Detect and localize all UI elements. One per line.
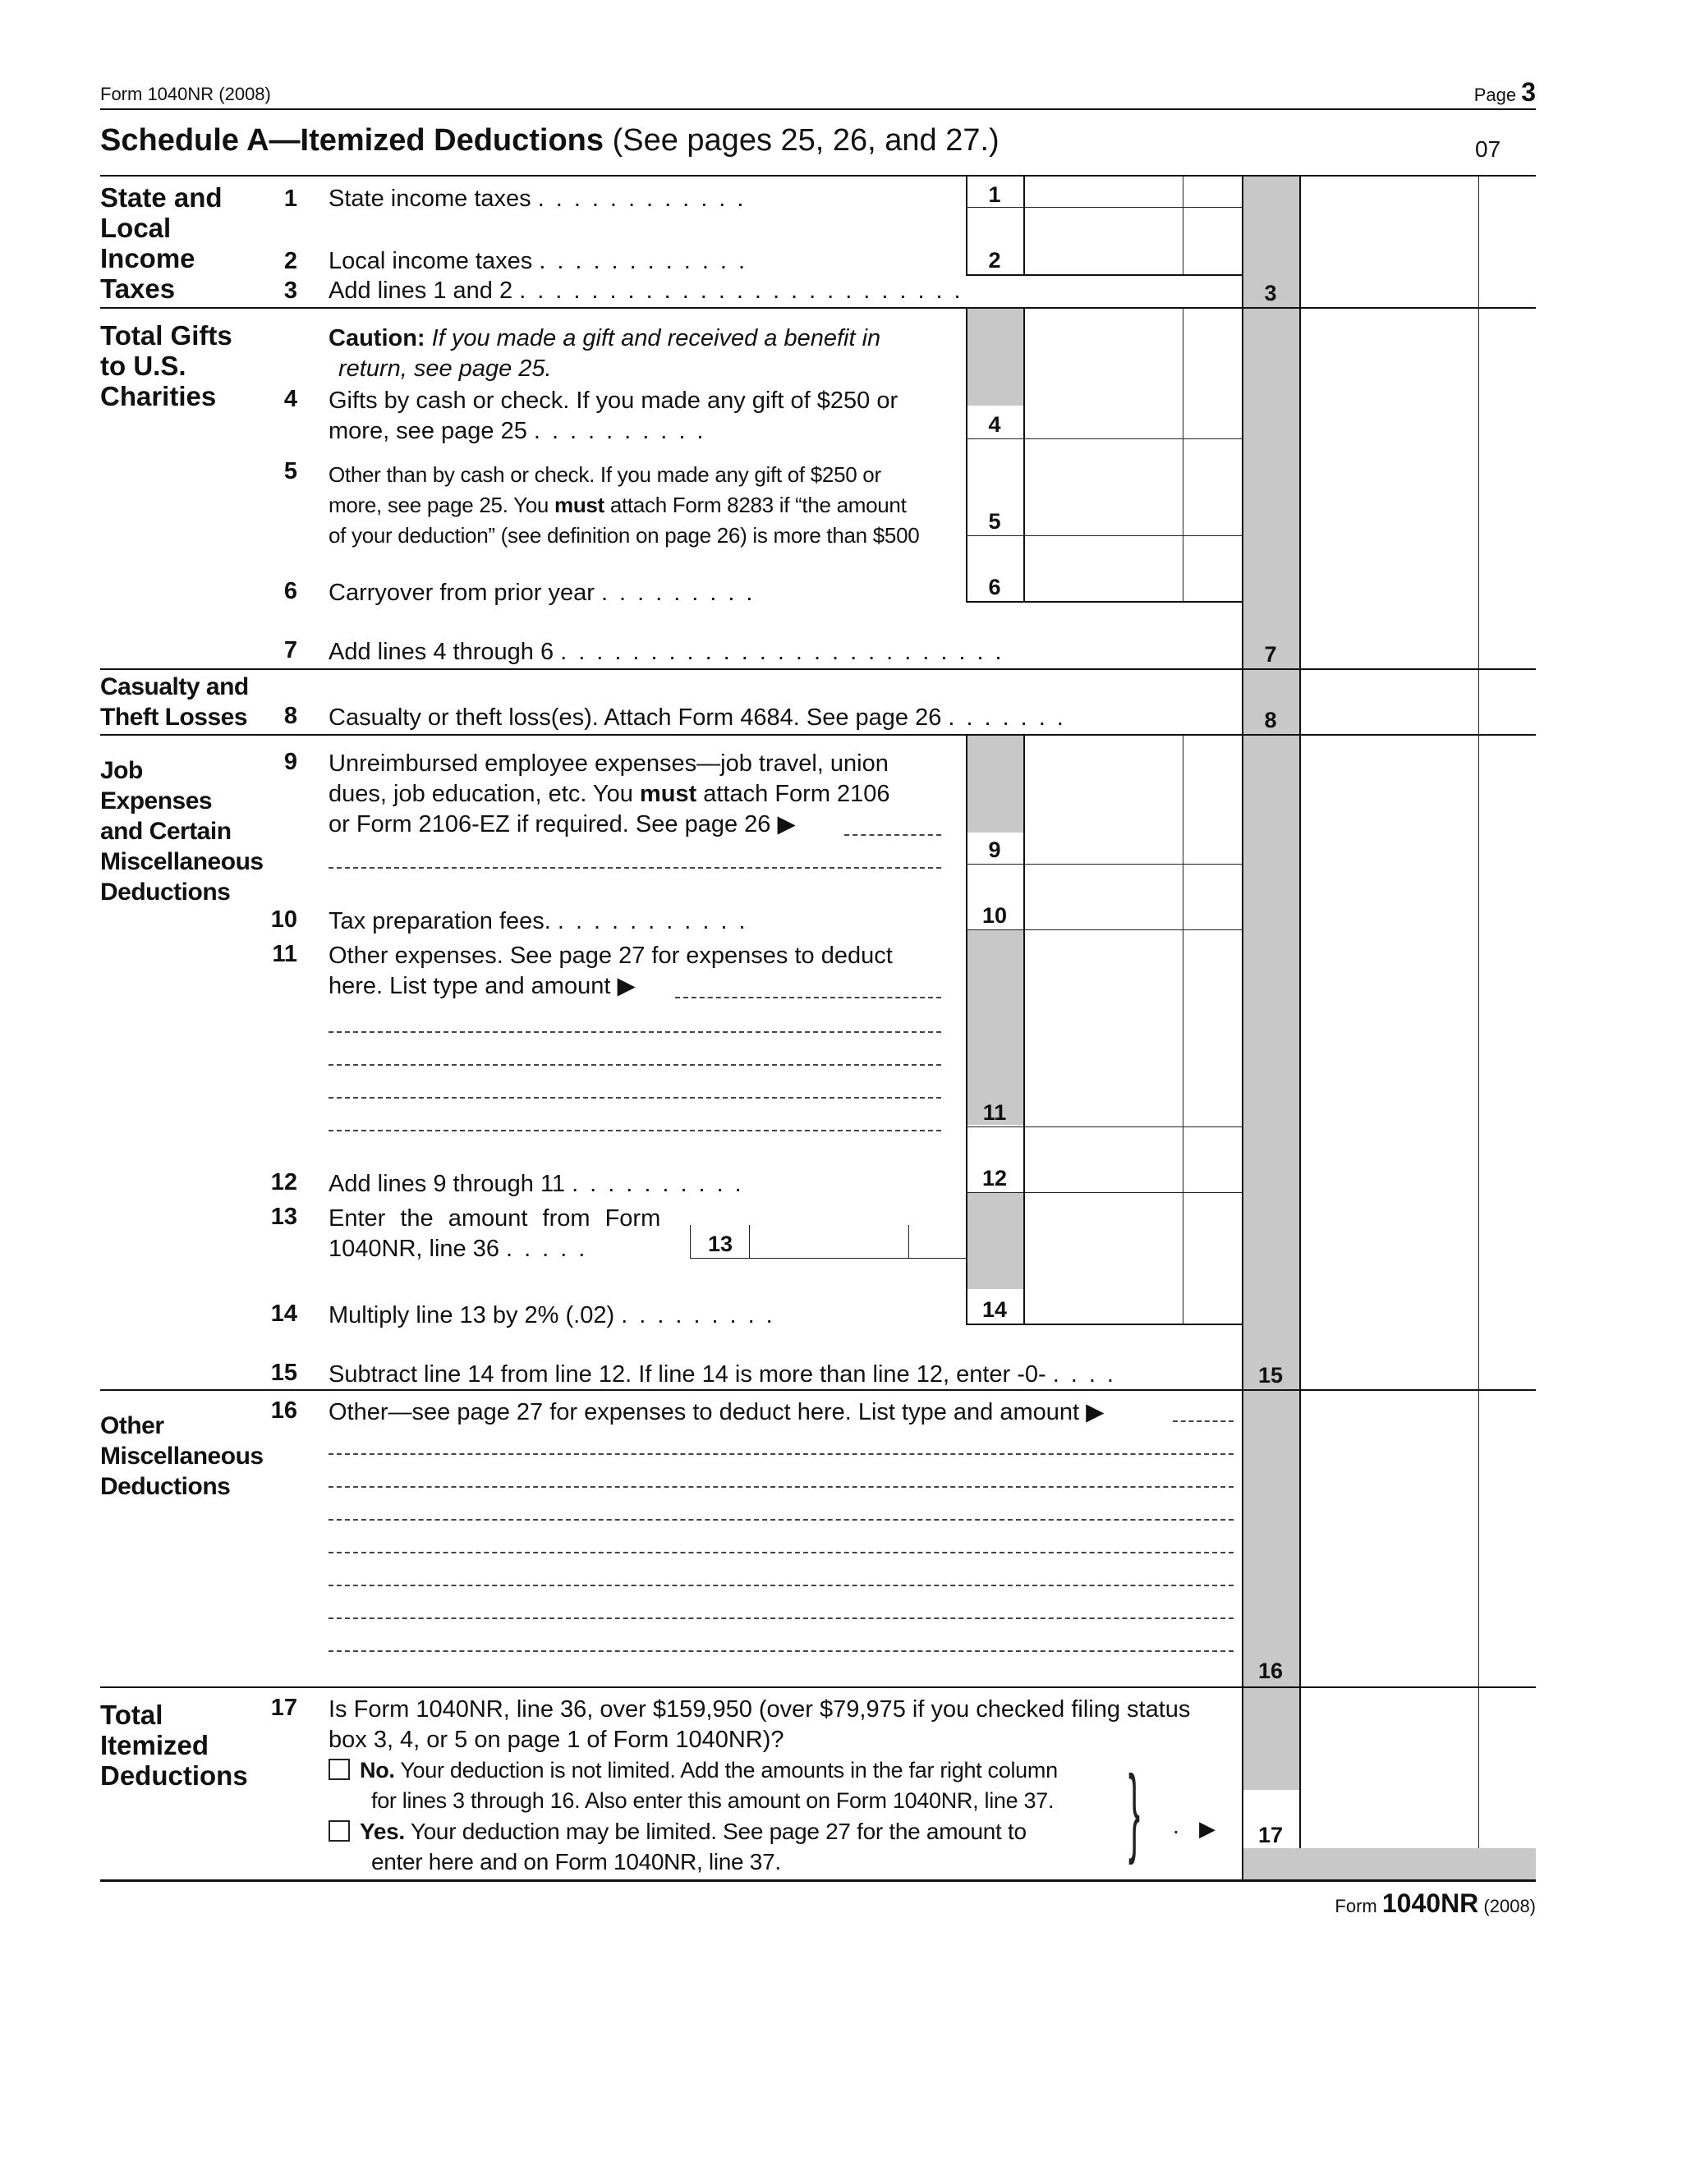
line-4-text: [329, 386, 898, 447]
hline-box2: [966, 274, 1242, 276]
section-total-l2: Itemized: [100, 1730, 209, 1760]
section-rule-6: [100, 1686, 1536, 1688]
box-label-8: 8: [1264, 708, 1277, 732]
section-state-local-l1: State and: [100, 182, 223, 213]
box-label-7: 7: [1264, 642, 1277, 667]
section-gifts-l3: Charities: [100, 381, 217, 411]
yes-label: Yes.: [360, 1819, 405, 1844]
line-num-10: 10: [270, 906, 297, 933]
section-gifts-l1: Total Gifts: [100, 320, 232, 351]
no-checkbox[interactable]: [329, 1759, 350, 1780]
line-8-label: Casualty or theft loss(es). Attach Form 4684. See page 26: [329, 704, 942, 731]
line-9-label-2b: must: [639, 781, 697, 807]
line-16-label: Other—see page 27 for expenses to deduct here. List type and amount ▶: [329, 1399, 1105, 1425]
line-17-no-option: [329, 1755, 1058, 1816]
gray-bottom-band: [1242, 1848, 1536, 1879]
section-rule-1: [100, 175, 1536, 177]
leader-dot: .: [1173, 1813, 1179, 1838]
box-label-5: 5: [988, 509, 1001, 534]
caution-italic-1: If you made a gift and received a benefit in: [431, 325, 881, 351]
title-sub: (See pages 25, 26, and 27.): [612, 123, 1000, 158]
title-main: Schedule A—Itemized Deductions: [100, 123, 604, 158]
footer-form-name: 1040NR: [1381, 1888, 1479, 1918]
dot-leader-1: ............: [537, 186, 756, 212]
section-gifts-l2: to U.S.: [100, 351, 186, 381]
line-3-label: Add lines 1 and 2: [329, 278, 513, 304]
dot-leader-15: ....: [1052, 1361, 1125, 1388]
fill-line-16f[interactable]: [329, 1585, 1234, 1586]
line-num-8: 8: [283, 703, 297, 729]
vline-inner-b2: [1023, 309, 1025, 601]
dot-leader-4: ..........: [533, 418, 715, 444]
line-num-14: 14: [270, 1301, 297, 1327]
fill-line-16h[interactable]: [329, 1650, 1234, 1652]
line-5-label-2c: attach Form 8283 if “the amount: [604, 493, 907, 517]
dot-leader-3: .........................: [519, 278, 972, 304]
no-text-1: Your deduction is not limited. Add the amounts in the far right column: [400, 1758, 1058, 1783]
dot-leader-2: ............: [539, 248, 756, 274]
form-header-left: Form 1040NR (2008): [100, 84, 271, 104]
fill-line-16c[interactable]: [329, 1486, 1234, 1488]
section-total-l3: Deductions: [100, 1760, 248, 1791]
hline-box5: [966, 535, 1242, 536]
caution-text: [329, 323, 880, 384]
fill-line-11c[interactable]: [329, 1064, 941, 1066]
caution-bold: Caution:: [329, 325, 425, 351]
section-state-local-l2: Local: [100, 213, 172, 243]
line-4-label-2: more, see page 25: [329, 418, 527, 444]
line-17-text: [329, 1695, 1190, 1755]
box13-bottom[interactable]: [690, 1258, 966, 1259]
fill-line-11a[interactable]: [675, 997, 941, 998]
line-9-label-1: Unreimbursed employee expenses—job travel, union: [329, 750, 889, 777]
hline-box4: [966, 438, 1242, 439]
page-number: [1474, 77, 1536, 108]
section-other-l2: Miscellaneous: [100, 1443, 264, 1470]
line-num-15: 15: [270, 1360, 297, 1386]
line-6-label: Carryover from prior year: [329, 580, 595, 606]
line-5-label-1: Other than by cash or check. If you made any gift of $250 or: [329, 462, 881, 487]
line-6-text: [329, 578, 764, 608]
footer-form-word: Form: [1335, 1896, 1377, 1916]
section-other-l3: Deductions: [100, 1473, 231, 1500]
hline-box14: [966, 1324, 1242, 1325]
line-num-2: 2: [283, 248, 297, 274]
form-footer: [1335, 1888, 1536, 1919]
line-2-label: Local income taxes: [329, 248, 533, 274]
vline-outer-gray: [1299, 176, 1301, 1848]
line-5-label-3: of your deduction” (see definition on page 26) is more than $500: [329, 523, 920, 548]
vline-inner-a3: [966, 736, 967, 1324]
line-num-17: 17: [270, 1695, 297, 1721]
fill-line-16e[interactable]: [329, 1552, 1234, 1553]
box-label-1: 1: [988, 182, 1001, 207]
box13-mid: [749, 1225, 750, 1258]
vline-inner-b: [1023, 176, 1025, 274]
section-rule-4: [100, 734, 1536, 736]
line-1-text: [329, 184, 755, 214]
section-casualty-l1: Casualty and: [100, 673, 249, 700]
line-5-label-2a: more, see page 25. You: [329, 493, 554, 517]
gray-col-upper: [1242, 176, 1299, 1790]
box-label-4: 4: [988, 412, 1001, 437]
line-8-text: [329, 703, 1075, 733]
line-5-label-2b: must: [554, 493, 604, 517]
line-num-1: 1: [283, 186, 297, 212]
line-13-label-2: 1040NR, line 36: [329, 1236, 499, 1262]
page-title: [100, 123, 1000, 158]
hline-box12: [966, 1192, 1242, 1193]
line-11-label-2: here. List type and amount ▶: [329, 973, 636, 999]
line-14-label: Multiply line 13 by 2% (.02): [329, 1302, 615, 1328]
fill-line-16g[interactable]: [329, 1617, 1234, 1619]
section-gifts: [100, 320, 232, 411]
line-17-yes-option: [329, 1816, 1027, 1877]
line-num-9: 9: [283, 749, 297, 775]
box13-left: [690, 1225, 691, 1258]
line-12-text: [329, 1169, 753, 1200]
caution-italic-2: return, see page 25.: [338, 356, 552, 382]
section-total-l1: Total: [100, 1700, 163, 1730]
section-job-l5: Deductions: [100, 879, 231, 906]
yes-text-1: Your deduction may be limited. See page 27 for the amount to: [410, 1819, 1027, 1844]
line-num-13: 13: [270, 1204, 297, 1230]
hline-box11: [966, 1126, 1242, 1127]
box-label-6: 6: [988, 575, 1001, 599]
dot-leader-7: .........................: [560, 639, 1013, 665]
fill-line-16a[interactable]: [1173, 1420, 1234, 1422]
line-14-text: [329, 1301, 784, 1331]
line-7-text: [329, 637, 1013, 668]
box13-right: [908, 1225, 909, 1258]
line-15-text: [329, 1360, 1125, 1390]
line-1-label: State income taxes: [329, 186, 531, 212]
hline-box6: [966, 601, 1242, 603]
line-num-3: 3: [283, 278, 297, 304]
section-other-l1: Other: [100, 1412, 164, 1439]
dot-leader-6: .........: [600, 580, 765, 606]
line-3-text: [329, 276, 972, 306]
hline-box10: [966, 929, 1242, 930]
dot-leader-14: .........: [621, 1302, 784, 1328]
line-9-label-3: or Form 2106-EZ if required. See page 26 ▶: [329, 811, 796, 837]
line-17-label-2: box 3, 4, or 5 on page 1 of Form 1040NR)?: [329, 1727, 784, 1753]
line-9-label-2c: attach Form 2106: [696, 781, 890, 807]
sequence-number: 07: [1475, 136, 1501, 162]
fill-line-11d[interactable]: [329, 1097, 941, 1099]
yes-text-2: enter here and on Form 1040NR, line 37.: [371, 1849, 781, 1874]
fill-line-11b[interactable]: [329, 1031, 941, 1033]
fill-line-16b[interactable]: [329, 1453, 1234, 1455]
dot-leader-13: .....: [506, 1236, 597, 1262]
hline-box9: [966, 864, 1242, 865]
line-16-text: [329, 1397, 1104, 1428]
vline-outer-left: [1242, 176, 1243, 1879]
box-label-17: 17: [1257, 1823, 1284, 1847]
section-total: [100, 1700, 248, 1791]
line-num-6: 6: [283, 578, 297, 604]
section-job-l1: Job: [100, 757, 143, 784]
line-4-label-1: Gifts by cash or check. If you made any gift of $250 or: [329, 388, 898, 414]
line-9-text: [329, 749, 890, 840]
section-job-l2: Expenses: [100, 787, 213, 814]
gray-inner-job9: [966, 736, 1023, 833]
line-2-text: [329, 246, 756, 277]
section-job-l4: Miscellaneous: [100, 848, 264, 875]
line-11-label-1: Other expenses. See page 27 for expenses to deduct: [329, 943, 893, 969]
box-label-15: 15: [1257, 1363, 1284, 1388]
box-label-11: 11: [982, 1100, 1007, 1125]
line-15-label: Subtract line 14 from line 12. If line 14 is more than line 12, enter -0-: [329, 1361, 1046, 1388]
box-label-3: 3: [1264, 281, 1277, 305]
gray-inner-gifts: [966, 309, 1023, 406]
header-rule: [100, 108, 1536, 110]
box-label-14: 14: [981, 1297, 1008, 1322]
dot-leader-12: ..........: [572, 1171, 753, 1197]
section-job: [100, 755, 264, 907]
dot-leader-8: .......: [948, 704, 1075, 731]
line-10-text: [329, 906, 757, 937]
section-rule-2: [100, 307, 1536, 309]
line-13-label-1: Enter the amount from Form: [329, 1205, 661, 1232]
vline-inner-a2: [966, 309, 967, 601]
fill-line-9b[interactable]: [329, 867, 941, 869]
line-12-label: Add lines 9 through 11: [329, 1171, 566, 1197]
footer-year: (2008): [1483, 1896, 1536, 1916]
fill-line-16d[interactable]: [329, 1519, 1234, 1521]
line-10-label: Tax preparation fees.: [329, 908, 551, 934]
gray-inner-11: [966, 929, 1023, 1125]
box-label-9: 9: [988, 837, 1001, 862]
section-casualty: [100, 672, 249, 732]
no-label: No.: [360, 1758, 395, 1783]
section-state-local-l4: Taxes: [100, 273, 176, 304]
line-17-label-1: Is Form 1040NR, line 36, over $159,950 (over $79,975 if you checked filing status: [329, 1696, 1191, 1723]
line-11-text: [329, 941, 893, 1002]
line-num-16: 16: [270, 1397, 297, 1424]
line-9-label-2a: dues, job education, etc. You: [329, 781, 640, 807]
page-number-value: 3: [1521, 77, 1536, 107]
box-label-13: 13: [707, 1232, 733, 1256]
fill-line-11e[interactable]: [329, 1130, 941, 1131]
box-label-12: 12: [981, 1166, 1008, 1191]
page-label: Page: [1473, 85, 1517, 105]
yes-checkbox[interactable]: [329, 1820, 350, 1842]
line-num-12: 12: [270, 1169, 297, 1195]
line-7-label: Add lines 4 through 6: [329, 639, 554, 665]
no-text-2: for lines 3 through 16. Also enter this amount on Form 1040NR, line 37.: [371, 1788, 1055, 1813]
line-num-4: 4: [283, 386, 297, 412]
brace-icon: }: [1128, 1755, 1141, 1865]
line-num-5: 5: [283, 458, 297, 484]
dot-leader-10: ...........: [557, 908, 757, 934]
line-num-11: 11: [272, 941, 297, 967]
line-13-text: [329, 1204, 660, 1264]
fill-line-9a[interactable]: [844, 834, 941, 836]
section-other: [100, 1411, 264, 1502]
section-state-local: [100, 182, 223, 304]
gray-inner-13: [966, 1192, 1023, 1289]
line-num-7: 7: [283, 637, 297, 663]
box-label-2: 2: [988, 248, 1001, 273]
line-5-text: [329, 460, 919, 551]
section-rule-3: [100, 668, 1536, 670]
arrow-icon: ▶: [1199, 1816, 1216, 1841]
bottom-rule: [100, 1879, 1536, 1882]
section-state-local-l3: Income: [100, 243, 195, 273]
section-casualty-l2: Theft Losses: [100, 704, 248, 731]
vline-outer-cents: [1478, 176, 1479, 1848]
vline-inner-b3: [1023, 736, 1025, 1324]
box-label-10: 10: [981, 903, 1008, 928]
section-job-l3: and Certain: [100, 818, 232, 845]
box-label-16: 16: [1257, 1659, 1284, 1683]
